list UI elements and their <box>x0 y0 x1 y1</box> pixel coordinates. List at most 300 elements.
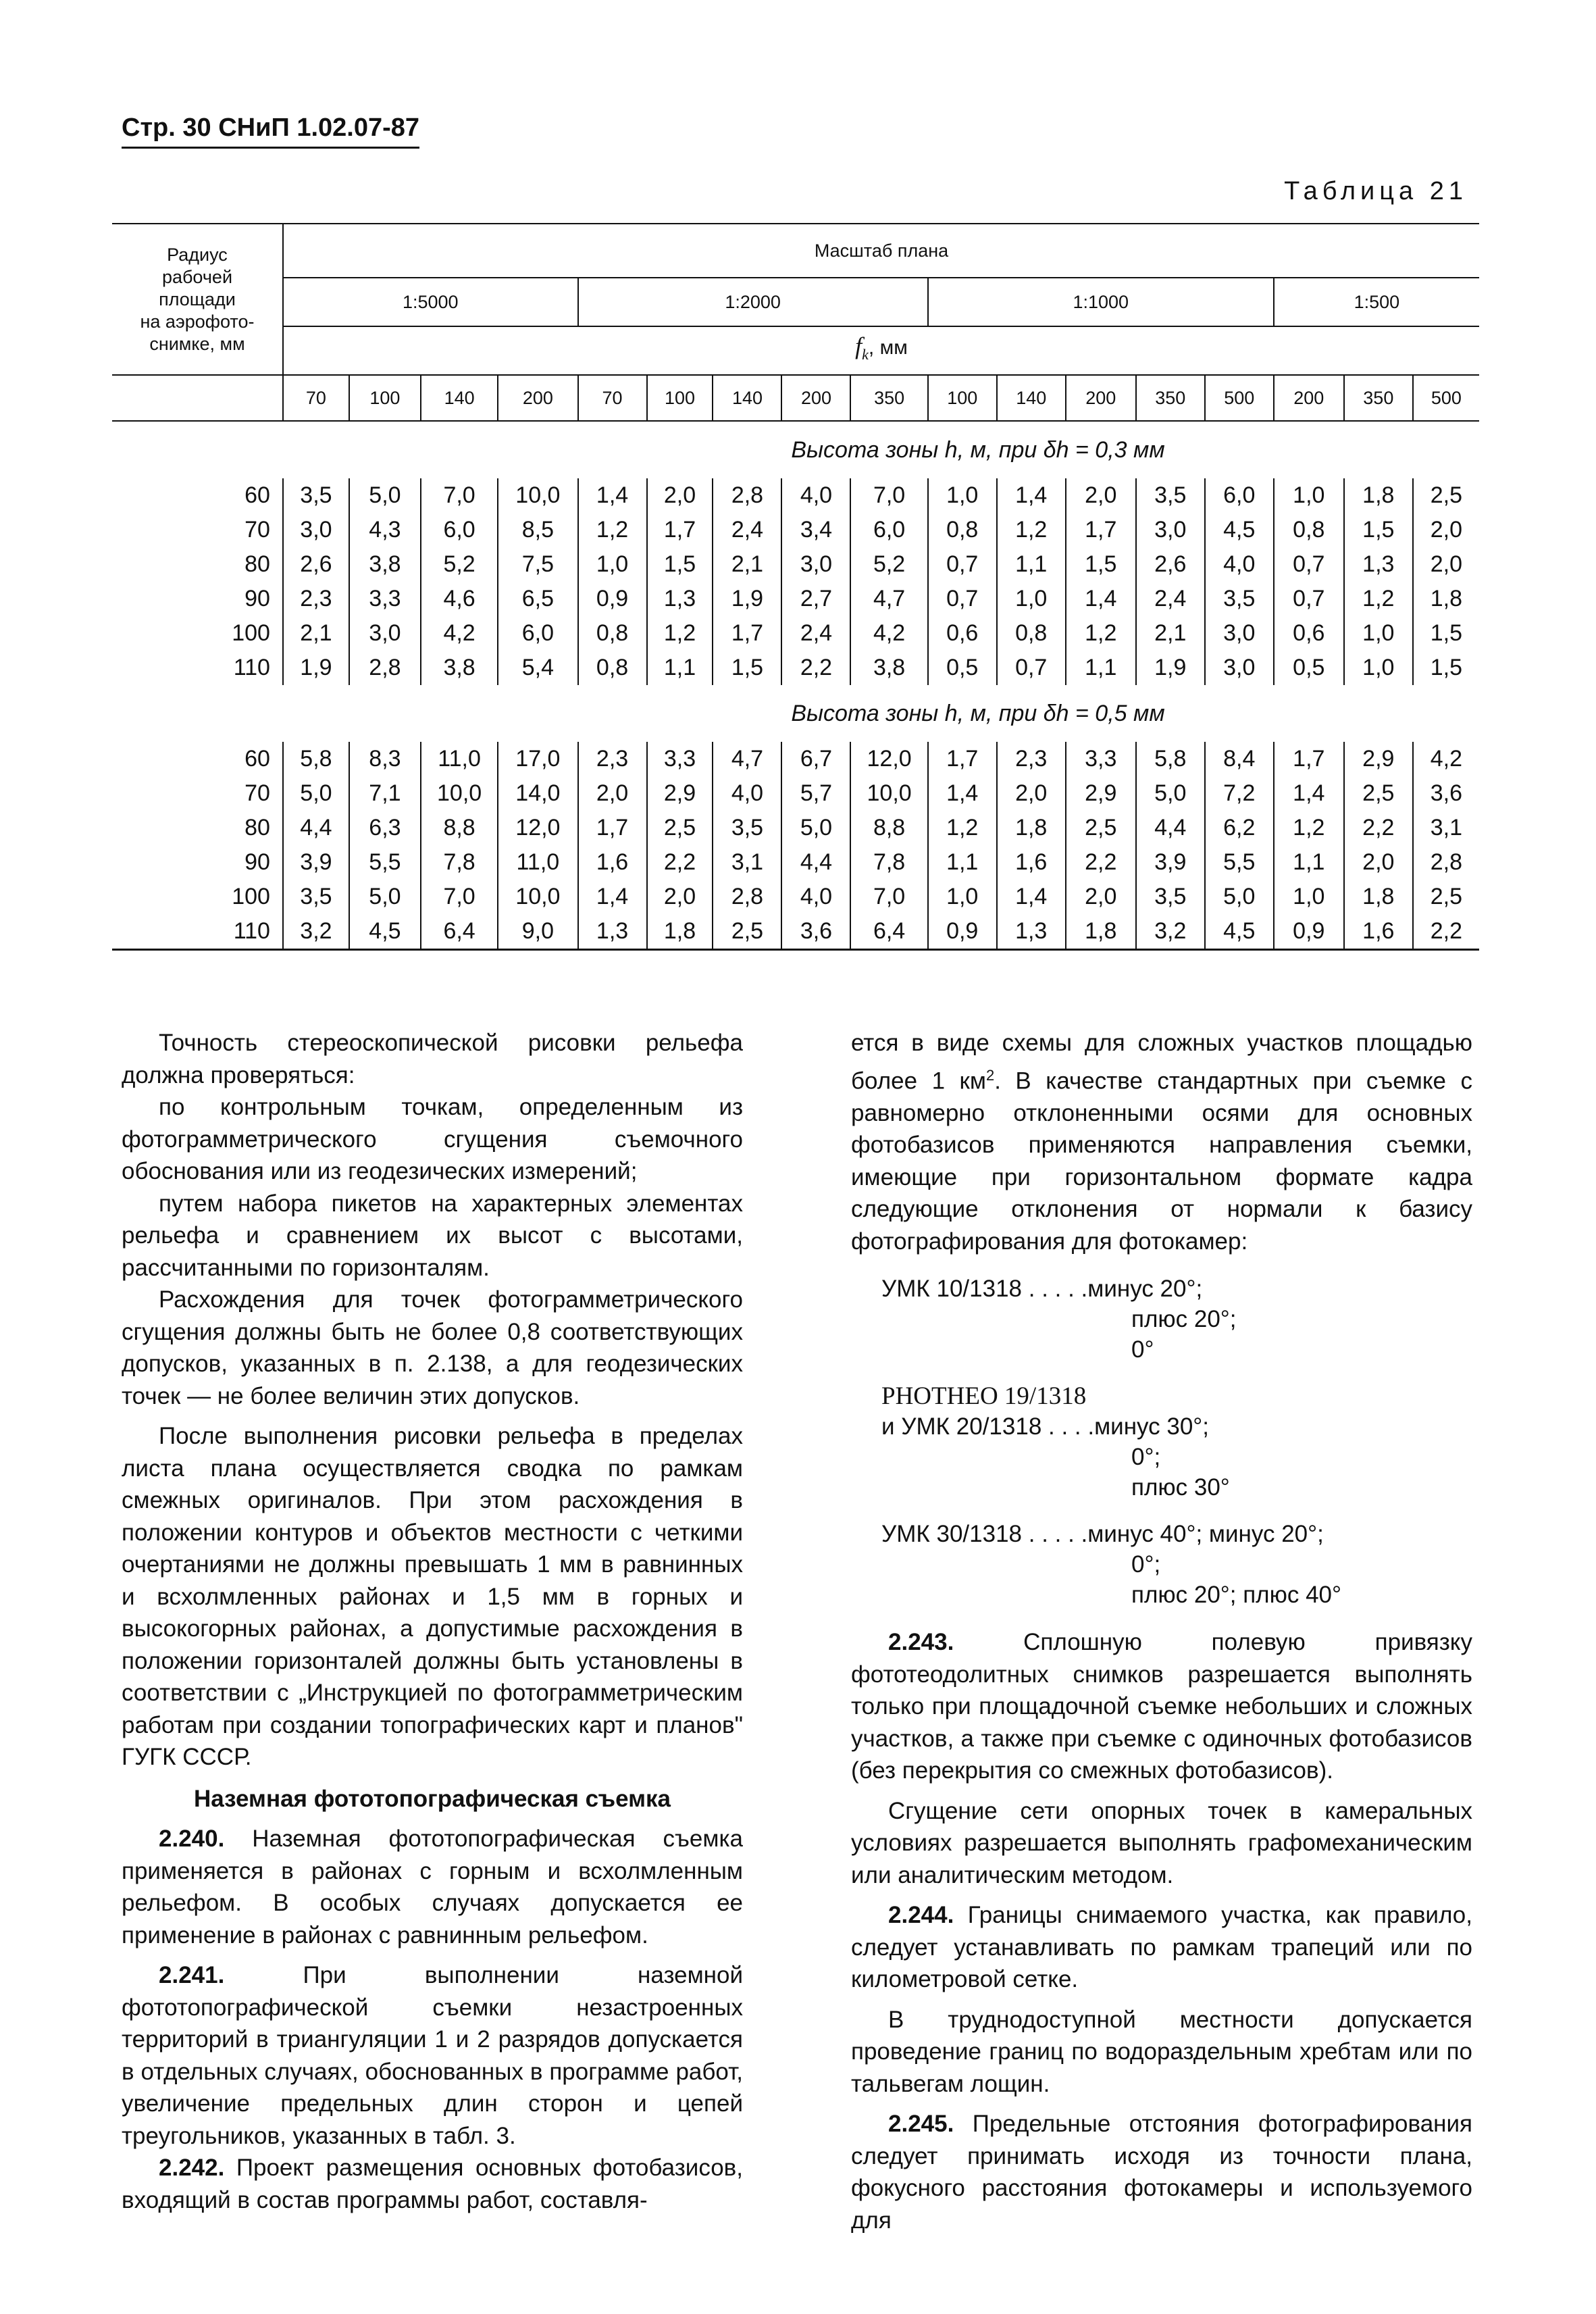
value-cell: 3,5 <box>1205 582 1274 616</box>
table-caption: Таблица 21 <box>1284 177 1468 205</box>
value-cell: 4,7 <box>713 742 781 776</box>
value-cell: 3,5 <box>1136 880 1205 914</box>
paragraph-2-243 <box>851 1626 1472 1787</box>
value-cell: 1,4 <box>928 776 997 811</box>
value-cell: 7,0 <box>421 478 498 513</box>
value-cell: 1,2 <box>997 513 1066 547</box>
table-row <box>112 914 1479 950</box>
angle-value: 0°; <box>1131 1444 1161 1471</box>
value-cell: 5,2 <box>850 547 927 582</box>
value-cell: 2,0 <box>1066 880 1136 914</box>
value-cell: 2,0 <box>1066 478 1136 513</box>
value-cell: 2,5 <box>1066 811 1136 845</box>
value-cell: 6,0 <box>421 513 498 547</box>
value-cell: 3,1 <box>1413 811 1479 845</box>
value-cell: 1,5 <box>1413 616 1479 651</box>
value-cell: 2,1 <box>713 547 781 582</box>
value-cell: 2,8 <box>1413 845 1479 880</box>
value-cell: 2,0 <box>647 478 713 513</box>
value-cell: 4,0 <box>713 776 781 811</box>
value-cell: 1,7 <box>578 811 647 845</box>
paragraph-2-245 <box>851 2108 1472 2236</box>
value-cell: 0,7 <box>928 582 997 616</box>
value-cell: 5,4 <box>498 651 577 685</box>
value-cell: 1,1 <box>647 651 713 685</box>
value-cell: 1,0 <box>997 582 1066 616</box>
value-cell: 3,5 <box>1136 478 1205 513</box>
value-cell: 4,4 <box>1136 811 1205 845</box>
radius-cell: 90 <box>244 586 270 611</box>
value-cell: 10,0 <box>498 880 577 914</box>
value-cell: 3,3 <box>349 582 421 616</box>
stub-header <box>112 224 283 375</box>
value-cell: 12,0 <box>850 742 927 776</box>
value-cell: 4,0 <box>781 478 850 513</box>
value-cell: 4,5 <box>1205 513 1274 547</box>
table-row <box>112 742 1479 776</box>
value-cell: 1,0 <box>928 478 997 513</box>
value-cell: 1,4 <box>997 880 1066 914</box>
fk-value: 140 <box>713 375 781 421</box>
paragraph-2-244 <box>851 1899 1472 1996</box>
value-cell: 1,0 <box>1274 880 1344 914</box>
value-cell: 0,6 <box>928 616 997 651</box>
value-cell: 4,2 <box>421 616 498 651</box>
value-cell: 0,8 <box>997 616 1066 651</box>
radius-cell: 60 <box>244 482 270 508</box>
paragraph: В труднодоступной местности допускается проведение границ по водораздельным хребтам или по тальвегам лощин. <box>851 2006 1472 2097</box>
radius-cell: 90 <box>244 849 270 875</box>
paragraph-2-242 <box>122 2152 743 2216</box>
value-cell: 1,8 <box>1344 478 1413 513</box>
value-cell: 5,8 <box>283 742 349 776</box>
table-21 <box>112 223 1479 951</box>
clause-number: 2.242. <box>159 2155 225 2181</box>
camera-entry <box>881 1274 1472 1365</box>
value-cell: 1,3 <box>578 914 647 950</box>
clause-number: 2.245. <box>888 2111 954 2138</box>
clause-number: 2.244. <box>888 1902 954 1929</box>
table-row <box>112 880 1479 914</box>
fk-value: 140 <box>997 375 1066 421</box>
value-cell: 1,7 <box>713 616 781 651</box>
value-cell: 1,7 <box>647 513 713 547</box>
fk-value: 200 <box>498 375 577 421</box>
value-cell: 6,5 <box>498 582 577 616</box>
value-cell: 1,7 <box>1274 742 1344 776</box>
value-cell: 0,8 <box>578 651 647 685</box>
radius-cell: 60 <box>244 746 270 772</box>
radius-cell: 110 <box>112 914 283 950</box>
value-cell: 1,0 <box>1274 478 1344 513</box>
value-cell: 6,3 <box>349 811 421 845</box>
value-cell: 3,5 <box>283 880 349 914</box>
camera-name: УМК 30/1318 <box>881 1521 1023 1548</box>
table-row <box>112 845 1479 880</box>
clause-number: 2.241. <box>159 1962 225 1988</box>
value-cell: 8,8 <box>850 811 927 845</box>
value-cell: 2,5 <box>1413 880 1479 914</box>
value-cell: 3,0 <box>1136 513 1205 547</box>
value-cell: 7,8 <box>850 845 927 880</box>
value-cell: 2,2 <box>1344 811 1413 845</box>
value-cell: 2,1 <box>283 616 349 651</box>
fk-value: 200 <box>781 375 850 421</box>
value-cell: 1,9 <box>713 582 781 616</box>
paragraph: путем набора пикетов на характерных элементах рельефа и сравнением их высот с высотами, рассчитанными по горизонталям. <box>122 1190 743 1281</box>
paragraph-2-240 <box>122 1823 743 1951</box>
fk-value: 100 <box>928 375 997 421</box>
value-cell: 2,0 <box>647 880 713 914</box>
scale-label: 1:5000 <box>283 278 578 326</box>
value-cell: 4,6 <box>421 582 498 616</box>
angle-value: плюс 30° <box>1131 1474 1230 1501</box>
value-cell: 0,8 <box>578 616 647 651</box>
value-cell: 2,0 <box>1413 547 1479 582</box>
value-cell: 10,0 <box>421 776 498 811</box>
value-cell: 1,9 <box>1136 651 1205 685</box>
clause-text: Наземная фототопографическая съемка применяется в районах с горным и всхолмленным рельефом. В особых случаях допускается ее применение в районах с равнинным рельефом. <box>122 1826 743 1948</box>
value-cell: 1,8 <box>1413 582 1479 616</box>
value-cell: 1,5 <box>713 651 781 685</box>
camera-entry <box>881 1381 1472 1503</box>
value-cell: 0,9 <box>578 582 647 616</box>
value-cell: 12,0 <box>498 811 577 845</box>
value-cell: 7,0 <box>421 880 498 914</box>
value-cell: 11,0 <box>421 742 498 776</box>
radius-cell: 70 <box>244 780 270 806</box>
value-cell: 5,2 <box>421 547 498 582</box>
value-cell: 8,5 <box>498 513 577 547</box>
value-cell: 1,4 <box>1274 776 1344 811</box>
value-cell: 1,1 <box>997 547 1066 582</box>
value-cell: 3,2 <box>283 914 349 950</box>
value-cell: 8,4 <box>1205 742 1274 776</box>
radius-cell: 100 <box>232 620 270 646</box>
fk-value: 350 <box>850 375 927 421</box>
value-cell: 3,8 <box>349 547 421 582</box>
value-cell: 1,7 <box>928 742 997 776</box>
paragraph: Точность стереоскопической рисовки рельефа должна проверяться: <box>122 1030 743 1088</box>
value-cell: 1,8 <box>647 914 713 950</box>
value-cell: 5,0 <box>349 478 421 513</box>
value-cell: 0,7 <box>997 651 1066 685</box>
right-column <box>851 1027 1472 2236</box>
fk-value: 500 <box>1413 375 1479 421</box>
value-cell: 2,4 <box>781 616 850 651</box>
angle-value: минус 20°; <box>1087 1276 1203 1303</box>
radius-cell: 70 <box>244 517 270 543</box>
paragraph: Сгущение сети опорных точек в камеральных условиях разрешается выполнять графомеханическим или аналитическим методом. <box>851 1797 1472 1888</box>
value-cell: 2,5 <box>647 811 713 845</box>
value-cell: 17,0 <box>498 742 577 776</box>
value-cell: 3,0 <box>1205 616 1274 651</box>
fk-value: 100 <box>647 375 713 421</box>
value-cell: 3,6 <box>781 914 850 950</box>
scale-header: Масштаб плана <box>283 224 1479 278</box>
value-cell: 0,8 <box>928 513 997 547</box>
value-cell: 0,5 <box>928 651 997 685</box>
value-cell: 1,5 <box>1344 513 1413 547</box>
value-cell: 1,4 <box>1066 582 1136 616</box>
value-cell: 7,2 <box>1205 776 1274 811</box>
table-row <box>112 478 1479 513</box>
value-cell: 4,4 <box>283 811 349 845</box>
value-cell: 2,6 <box>283 547 349 582</box>
value-cell: 1,0 <box>578 547 647 582</box>
value-cell: 3,5 <box>713 811 781 845</box>
clause-text: Сплошную полевую привязку фототеодолитных снимков разрешается выполнять только при площадочной съемке небольших и сложных участков, а также при съемке с одиночных фотобазисов (без перекрытия со смежных фотобазисов). <box>851 1629 1472 1784</box>
fk-value: 140 <box>421 375 498 421</box>
angle-value: плюс 20°; плюс 40° <box>1131 1582 1342 1609</box>
value-cell: 1,9 <box>283 651 349 685</box>
clause-number: 2.240. <box>159 1826 225 1852</box>
value-cell: 6,4 <box>850 914 927 950</box>
value-cell: 2,3 <box>283 582 349 616</box>
section-caption: Высота зоны h, м, при δh = 0,3 мм <box>791 436 1165 463</box>
value-cell: 6,7 <box>781 742 850 776</box>
paragraph: по контрольным точкам, определенным из фотограмметрического сгущения съемочного обоснования или из геодезических измерений; <box>122 1094 743 1184</box>
value-cell: 1,1 <box>1274 845 1344 880</box>
value-cell: 1,6 <box>578 845 647 880</box>
fk-value: 70 <box>283 375 349 421</box>
value-cell: 5,0 <box>1205 880 1274 914</box>
value-cell: 2,9 <box>1344 742 1413 776</box>
value-cell: 3,8 <box>850 651 927 685</box>
value-cell: 2,8 <box>713 880 781 914</box>
paragraph <box>851 1027 1472 1257</box>
camera-list <box>881 1274 1472 1610</box>
value-cell: 3,9 <box>1136 845 1205 880</box>
radius-cell: 110 <box>233 655 270 680</box>
value-cell: 1,8 <box>1344 880 1413 914</box>
value-cell: 4,2 <box>1413 742 1479 776</box>
radius-cell: 80 <box>244 551 270 577</box>
fk-value: 350 <box>1136 375 1205 421</box>
scale-label: 1:2000 <box>578 278 928 326</box>
fk-value: 70 <box>578 375 647 421</box>
stub-header-line: снимке, мм <box>149 333 245 354</box>
value-cell: 1,5 <box>1066 547 1136 582</box>
value-cell: 10,0 <box>850 776 927 811</box>
clause-text: Предельные отстояния фотографирования следует принимать исходя из точности плана, фокусного расстояния фотокамеры и используемого для <box>851 2111 1472 2234</box>
stub-header-line: рабочей <box>161 266 233 287</box>
value-cell: 7,0 <box>850 478 927 513</box>
table-row <box>112 582 1479 616</box>
value-cell: 1,6 <box>1344 914 1413 950</box>
value-cell: 2,3 <box>997 742 1066 776</box>
value-cell: 3,0 <box>349 616 421 651</box>
value-cell: 2,2 <box>647 845 713 880</box>
table-row <box>112 513 1479 547</box>
paragraph: После выполнения рисовки рельефа в пределах листа плана осуществляется сводка по рамкам смежных оригиналов. При этом расхождения в положении контуров и объектов местности с четкими очертаниями не должны превышать 1 мм в равнинных и всхолмленных районах и 1,5 мм в горных и высокогорных районах, а допустимые расхождения в положении горизонталей должны быть установлены в соответствии с „Инструкцией по фотограмметрическим работам при создании топографических карт и планов" ГУГК СССР. <box>122 1423 743 1770</box>
angle-value: минус 30°; <box>1094 1413 1210 1440</box>
value-cell: 1,7 <box>1066 513 1136 547</box>
value-cell: 0,6 <box>1274 616 1344 651</box>
value-cell: 1,2 <box>1344 582 1413 616</box>
value-cell: 2,4 <box>1136 582 1205 616</box>
value-cell: 5,0 <box>781 811 850 845</box>
value-cell: 1,0 <box>1344 651 1413 685</box>
superscript: 2 <box>985 1066 995 1084</box>
value-cell: 2,0 <box>1344 845 1413 880</box>
value-cell: 7,0 <box>850 880 927 914</box>
value-cell: 2,9 <box>647 776 713 811</box>
text: . В качестве стандартных при съемке с равномерно отклоненными осями для основных фотобазисов применяются направления съемки, имеющие при горизонтальном формате кадра следующие отклонения от нормали к базису фотографирования для фотокамер: <box>851 1067 1472 1255</box>
value-cell: 1,3 <box>997 914 1066 950</box>
value-cell: 2,5 <box>1344 776 1413 811</box>
value-cell: 6,0 <box>1205 478 1274 513</box>
fk-value: 100 <box>349 375 421 421</box>
page-header: Стр. 30 СНиП 1.02.07-87 <box>122 114 419 149</box>
value-cell: 1,4 <box>578 880 647 914</box>
value-cell: 5,7 <box>781 776 850 811</box>
value-cell: 5,5 <box>1205 845 1274 880</box>
value-cell: 0,9 <box>928 914 997 950</box>
value-cell: 1,4 <box>578 478 647 513</box>
clause-number: 2.243. <box>888 1629 954 1656</box>
stub-header-line: площади <box>159 288 236 309</box>
value-cell: 4,4 <box>781 845 850 880</box>
leader-dots: . . . . <box>1041 1413 1095 1440</box>
value-cell: 1,0 <box>1344 616 1413 651</box>
value-cell: 3,2 <box>1136 914 1205 950</box>
value-cell: 1,4 <box>997 478 1066 513</box>
value-cell: 8,8 <box>421 811 498 845</box>
camera-name: PHOTHEO 19/1318 <box>881 1382 1087 1411</box>
camera-entry <box>881 1519 1472 1610</box>
angle-value: плюс 20°; <box>1131 1306 1237 1333</box>
camera-name: УМК 10/1318 <box>881 1276 1023 1303</box>
value-cell: 2,1 <box>1136 616 1205 651</box>
value-cell: 0,5 <box>1274 651 1344 685</box>
value-cell: 2,2 <box>1066 845 1136 880</box>
value-cell: 2,3 <box>578 742 647 776</box>
value-cell: 4,0 <box>781 880 850 914</box>
value-cell: 2,2 <box>1413 914 1479 950</box>
radius-cell: 80 <box>244 815 270 840</box>
value-cell: 1,3 <box>647 582 713 616</box>
value-cell: 1,2 <box>1274 811 1344 845</box>
value-cell: 1,8 <box>1066 914 1136 950</box>
value-cell: 2,0 <box>578 776 647 811</box>
value-cell: 3,0 <box>283 513 349 547</box>
value-cell: 3,5 <box>283 478 349 513</box>
value-cell: 5,0 <box>283 776 349 811</box>
paragraph: Расхождения для точек фотограмметрического сгущения должны быть не более 0,8 соответствующих допусков, указанных в п. 2.138, а для геодезических точек — не более величин этих допусков. <box>122 1286 743 1409</box>
value-cell: 1,2 <box>578 513 647 547</box>
value-cell: 2,9 <box>1066 776 1136 811</box>
value-cell: 6,0 <box>498 616 577 651</box>
stub-header-line: на аэрофото- <box>140 311 255 332</box>
value-cell: 2,7 <box>781 582 850 616</box>
value-cell: 8,3 <box>349 742 421 776</box>
scale-label: 1:500 <box>1274 278 1479 326</box>
value-cell: 4,5 <box>349 914 421 950</box>
value-cell: 14,0 <box>498 776 577 811</box>
table-row <box>112 776 1479 811</box>
value-cell: 5,0 <box>1136 776 1205 811</box>
leader-dots: . . . . . <box>1022 1521 1088 1548</box>
value-cell: 3,1 <box>713 845 781 880</box>
leader-dots: . . . . . <box>1022 1276 1088 1303</box>
angle-value: 0°; <box>1131 1551 1161 1578</box>
value-cell: 0,7 <box>1274 582 1344 616</box>
scale-label: 1:1000 <box>928 278 1274 326</box>
value-cell: 3,4 <box>781 513 850 547</box>
value-cell: 0,8 <box>1274 513 1344 547</box>
value-cell: 2,5 <box>713 914 781 950</box>
value-cell: 1,2 <box>1066 616 1136 651</box>
value-cell: 1,2 <box>928 811 997 845</box>
fk-value: 500 <box>1205 375 1274 421</box>
value-cell: 3,3 <box>1066 742 1136 776</box>
angle-value: минус 40°; минус 20°; <box>1087 1521 1324 1548</box>
value-cell: 7,1 <box>349 776 421 811</box>
value-cell: 4,3 <box>349 513 421 547</box>
value-cell: 2,6 <box>1136 547 1205 582</box>
radius-cell: 100 <box>232 884 270 909</box>
fk-value: 200 <box>1274 375 1344 421</box>
section-caption: Высота зоны h, м, при δh = 0,5 мм <box>791 700 1165 726</box>
table-row <box>112 811 1479 845</box>
value-cell: 2,5 <box>1413 478 1479 513</box>
value-cell: 9,0 <box>498 914 577 950</box>
table-row <box>112 616 1479 651</box>
value-cell: 4,2 <box>850 616 927 651</box>
value-cell: 4,5 <box>1205 914 1274 950</box>
stub-header-line: Радиус <box>167 244 228 265</box>
value-cell: 5,8 <box>1136 742 1205 776</box>
clause-text: Проект размещения основных фотобазисов, входящий в состав программы работ, составля- <box>122 2155 743 2213</box>
value-cell: 3,6 <box>1413 776 1479 811</box>
value-cell: 2,0 <box>997 776 1066 811</box>
value-cell: 5,5 <box>349 845 421 880</box>
value-cell: 0,7 <box>1274 547 1344 582</box>
value-cell: 3,0 <box>781 547 850 582</box>
value-cell: 7,5 <box>498 547 577 582</box>
text: ется в виде схемы для сложных участков площадью более 1 км <box>851 1030 1472 1095</box>
value-cell: 3,0 <box>1205 651 1274 685</box>
value-cell: 10,0 <box>498 478 577 513</box>
value-cell: 0,7 <box>928 547 997 582</box>
fk-value: 200 <box>1066 375 1136 421</box>
value-cell: 1,6 <box>997 845 1066 880</box>
paragraph-2-241 <box>122 1959 743 2152</box>
value-cell: 3,3 <box>647 742 713 776</box>
value-cell: 1,5 <box>647 547 713 582</box>
left-column <box>122 1027 743 2216</box>
value-cell: 2,8 <box>349 651 421 685</box>
value-cell: 1,2 <box>647 616 713 651</box>
value-cell: 5,0 <box>349 880 421 914</box>
fk-value: 350 <box>1344 375 1413 421</box>
value-cell: 2,2 <box>781 651 850 685</box>
value-cell: 4,0 <box>1205 547 1274 582</box>
fk-header: $f_k$, мм <box>283 326 1479 375</box>
value-cell: 2,8 <box>713 478 781 513</box>
value-cell: 3,8 <box>421 651 498 685</box>
value-cell: 6,0 <box>850 513 927 547</box>
value-cell: 1,1 <box>928 845 997 880</box>
value-cell: 0,9 <box>1274 914 1344 950</box>
value-cell: 1,0 <box>928 880 997 914</box>
clause-text: Границы снимаемого участка, как правило, следует устанавливать по рамкам трапеций или по километровой сетке. <box>851 1902 1472 1993</box>
value-cell: 4,7 <box>850 582 927 616</box>
value-cell: 1,8 <box>997 811 1066 845</box>
value-cell: 1,5 <box>1413 651 1479 685</box>
angle-value: 0° <box>1131 1336 1154 1363</box>
